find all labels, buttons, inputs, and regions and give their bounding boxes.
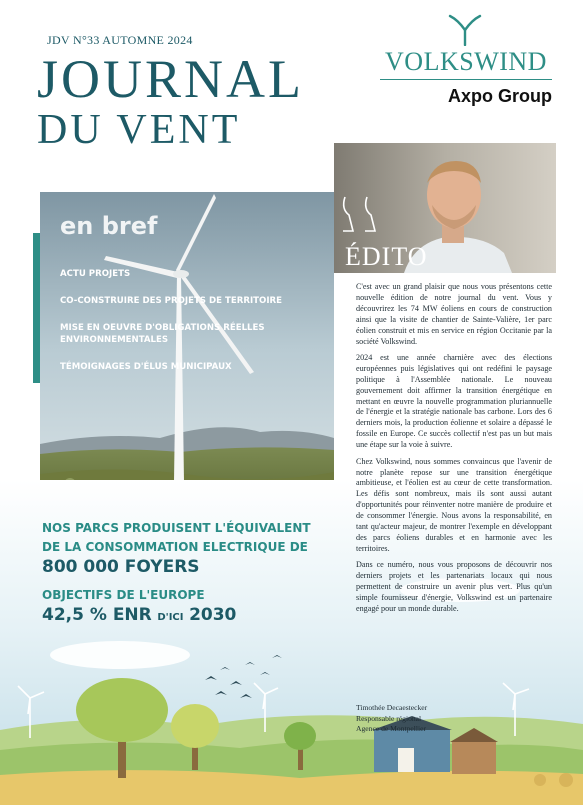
- stat-households: 800 000 FOYERS: [42, 557, 200, 577]
- stat-objective: OBJECTIFS DE L'EUROPE: [42, 588, 205, 602]
- quote-icon: [339, 195, 399, 235]
- edito-paragraph: 2024 est une année charnière avec des élections européennes puis législatives qui ont redéfini le paysage politique à l'Assemblée nationale. Le nouveau gouvernement doit affirmer la transition énergétique en mettant en œuvre la nouvelle programmation pluriannuelle de l'énergie et la stratégie nationale bas carbone. Lors des 6 derniers mois, la production éolienne et solaire a dépassé le fossile en Europe. Ce succès collectif n'est pas un but mais une étape sur la voie à suivre.: [356, 352, 552, 450]
- signature-office: Agence de Montpellier: [356, 724, 427, 733]
- list-item: ACTU PROJETS: [60, 269, 131, 279]
- list-item: MISE EN OEUVRE D'OBLIGATIONS RÉELLES ENVIRONNEMENTALES: [60, 323, 265, 345]
- stat-target: [42, 605, 236, 625]
- edito-body: [356, 282, 552, 620]
- signature-role: Responsable régional: [356, 713, 422, 723]
- stat-line-1: NOS PARCS PRODUISENT L'ÉQUIVALENT: [42, 521, 311, 535]
- journal-title-line2: DU VENT: [37, 107, 241, 153]
- signature-block: [356, 703, 546, 735]
- signature-name: Timothée Decaestecker: [356, 703, 428, 712]
- edito-label: ÉDITO: [345, 242, 428, 271]
- group-name: Axpo Group: [448, 86, 552, 106]
- turbine-logo-icon: [445, 12, 485, 46]
- volkswind-logo: [380, 12, 552, 112]
- list-item: TÉMOIGNAGES D'ÉLUS MUNICIPAUX: [60, 362, 232, 372]
- edito-paragraph: Dans ce numéro, nous vous proposons de découvrir nos derniers projets et les partenariats locaux qui nous permettent de construire un avenir plus vert. Plus qu'un simple fournisseur d'énergie, Volkswind est un partenaire engagé pour un monde durable.: [356, 560, 552, 613]
- issue-label: JDV N°33 AUTOMNE 2024: [47, 33, 193, 47]
- stat-percent: 42,5 % ENR: [42, 605, 152, 625]
- edito-paragraph: C'est avec un grand plaisir que nous vous présentons cette nouvelle édition de notre journal du vent. Vous y découvrirez les 74 MW éoliens en cours de construction ainsi que la visite de chantier de Sainte-Valière, 1er parc éolien construit et mis en service en région Occitanie par la société Volkswind.: [356, 282, 552, 346]
- en-bref-title: en bref: [60, 212, 158, 240]
- edito-paragraph: Chez Volkswind, nous sommes convaincus que l'avenir de notre planète repose sur une transition énergétique ambitieuse, et l'éolien est au cœur de cette transformation. Les défis sont nombreux, mais ils sont aussi autant d'opportunités pour réinventer notre manière de produire et de consommer l'énergie. Nous avons la responsabilité, en tant qu'acteur majeur, de montrer l'exemple en développant des parcs éoliens durables et en harmonie avec les territoires.: [356, 456, 552, 553]
- brand-name: VOLKSWIND: [385, 47, 547, 76]
- accent-bar: [33, 233, 40, 383]
- stat-year: 2030: [189, 605, 237, 625]
- logo-divider: [380, 79, 552, 80]
- stat-equivalent: [42, 519, 342, 557]
- stat-until: D'ICI: [157, 612, 184, 623]
- list-item: CO-CONSTRUIRE DES PROJETS DE TERRITOIRE: [60, 296, 282, 306]
- journal-title-line1: JOURNAL: [37, 49, 305, 109]
- stat-line-2: DE LA CONSOMMATION ELECTRIQUE DE: [42, 540, 308, 554]
- en-bref-list: [60, 268, 300, 388]
